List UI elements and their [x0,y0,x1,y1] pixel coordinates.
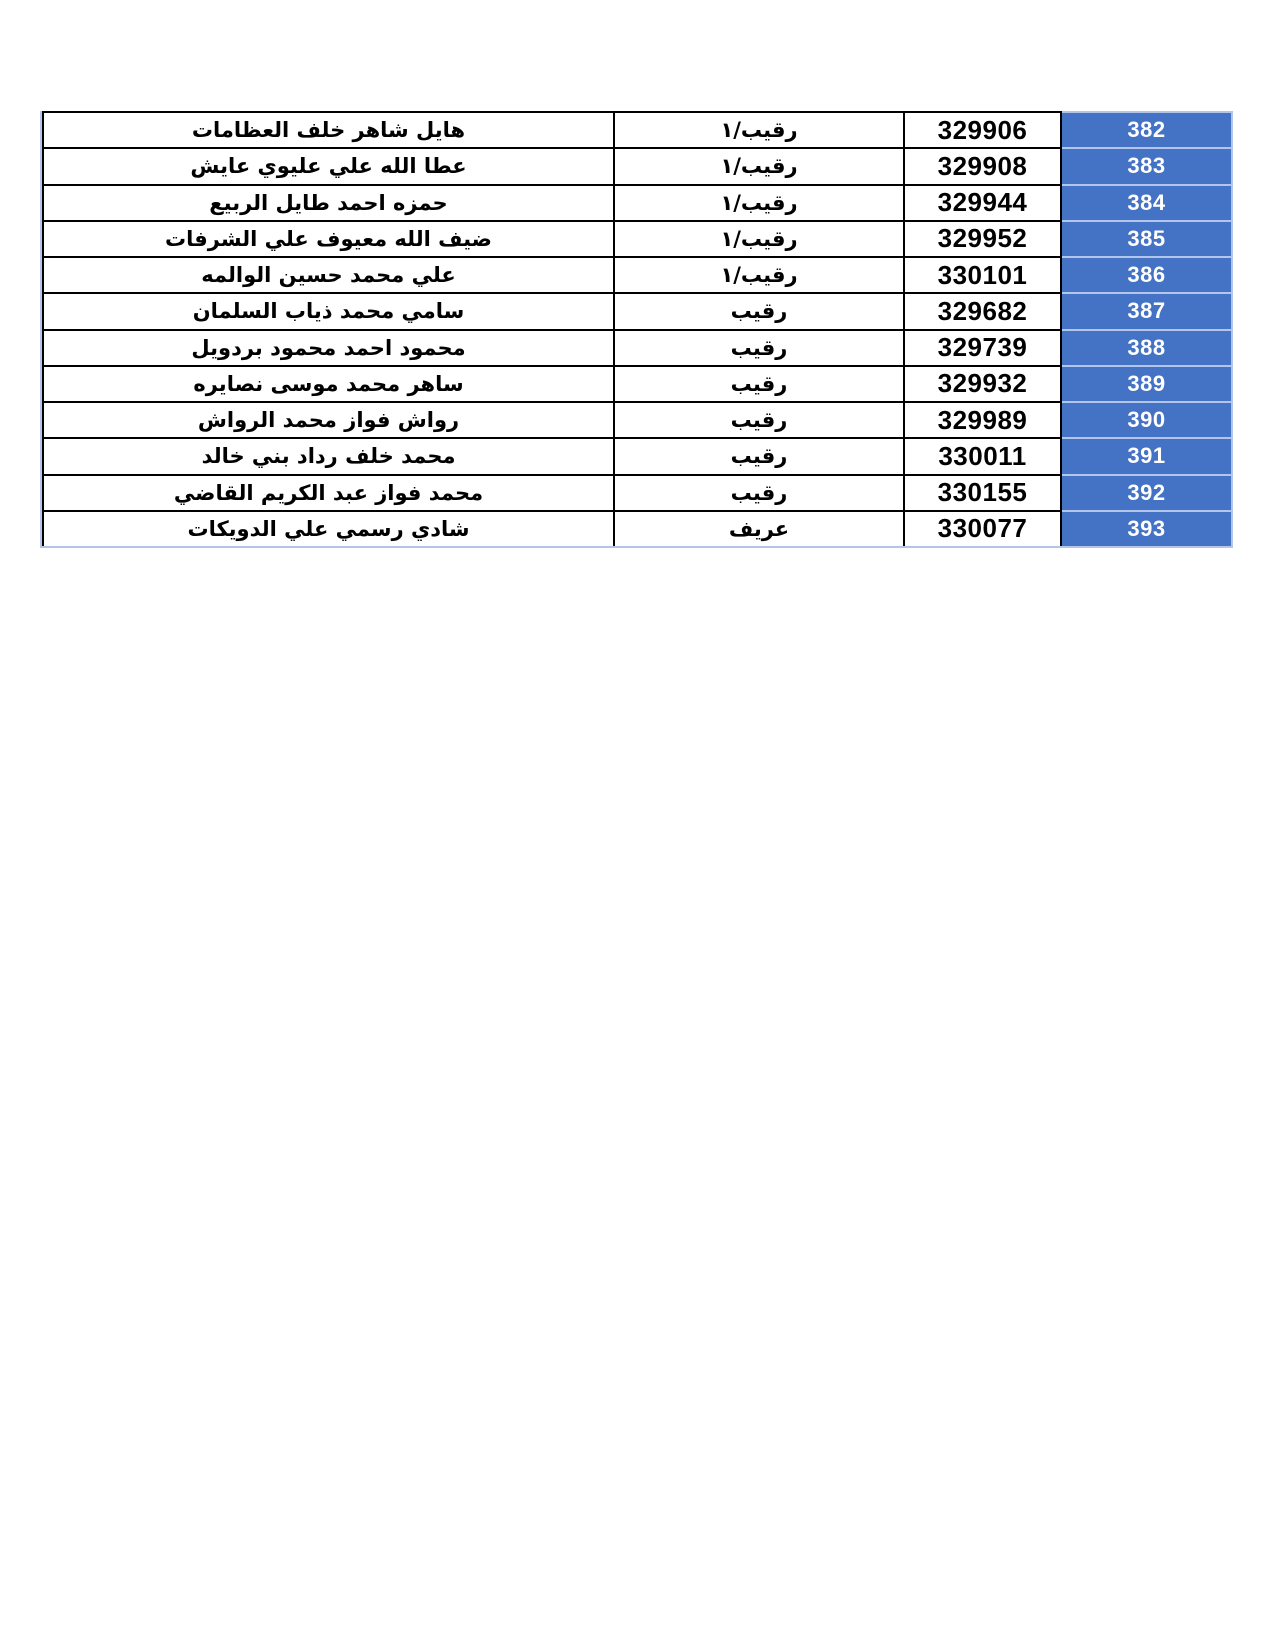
table-row [42,256,1233,292]
table-row [42,474,1233,510]
row-index-cell: 385 [1062,220,1233,256]
row-index-cell: 388 [1062,329,1233,365]
serial-number-cell: 330101 [903,256,1062,292]
serial-number-cell: 329944 [903,184,1062,220]
row-index-cell: 390 [1062,401,1233,437]
rank-cell: رقيب/١ [613,220,903,256]
name-cell: ضيف الله معيوف علي الشرفات [42,220,613,256]
name-cell: محمد خلف رداد بني خالد [42,437,613,473]
row-index-cell: 383 [1062,147,1233,183]
rank-cell: رقيب/١ [613,147,903,183]
row-index-cell: 382 [1062,111,1233,147]
table-row [42,365,1233,401]
rank-cell: رقيب [613,437,903,473]
row-index-cell: 391 [1062,437,1233,473]
name-cell: سامي محمد ذياب السلمان [42,292,613,328]
name-cell: حمزه احمد طايل الربيع [42,184,613,220]
row-index-cell: 384 [1062,184,1233,220]
table-row [42,510,1233,546]
table-row [42,220,1233,256]
serial-number-cell: 330155 [903,474,1062,510]
rank-cell: رقيب [613,474,903,510]
name-cell: محمد فواز عبد الكريم القاضي [42,474,613,510]
serial-number-cell: 329908 [903,147,1062,183]
table-row [42,292,1233,328]
table-row [42,111,1233,147]
rank-cell: عريف [613,510,903,546]
row-index-cell: 386 [1062,256,1233,292]
serial-number-cell: 329952 [903,220,1062,256]
row-index-cell: 392 [1062,474,1233,510]
rank-cell: رقيب [613,292,903,328]
rank-cell: رقيب [613,329,903,365]
table-row [42,437,1233,473]
table-row [42,401,1233,437]
serial-number-cell: 330077 [903,510,1062,546]
serial-number-cell: 329906 [903,111,1062,147]
serial-number-cell: 329739 [903,329,1062,365]
serial-number-cell: 329932 [903,365,1062,401]
row-index-cell: 393 [1062,510,1233,546]
rank-cell: رقيب/١ [613,184,903,220]
serial-number-cell: 329682 [903,292,1062,328]
serial-number-cell: 329989 [903,401,1062,437]
row-index-cell: 387 [1062,292,1233,328]
rank-cell: رقيب [613,401,903,437]
serial-number-cell: 330011 [903,437,1062,473]
table-row [42,329,1233,365]
table-row [42,184,1233,220]
name-cell: محمود احمد محمود بردويل [42,329,613,365]
name-cell: عطا الله علي عليوي عايش [42,147,613,183]
rank-cell: رقيب/١ [613,256,903,292]
table-row [42,147,1233,183]
name-cell: شادي رسمي علي الدويكات [42,510,613,546]
name-cell: علي محمد حسين الوالمه [42,256,613,292]
name-cell: هايل شاهر خلف العظامات [42,111,613,147]
name-cell: رواش فواز محمد الرواش [42,401,613,437]
name-cell: ساهر محمد موسى نصايره [42,365,613,401]
row-index-cell: 389 [1062,365,1233,401]
rank-cell: رقيب [613,365,903,401]
personnel-roster-table [40,111,1233,548]
rank-cell: رقيب/١ [613,111,903,147]
